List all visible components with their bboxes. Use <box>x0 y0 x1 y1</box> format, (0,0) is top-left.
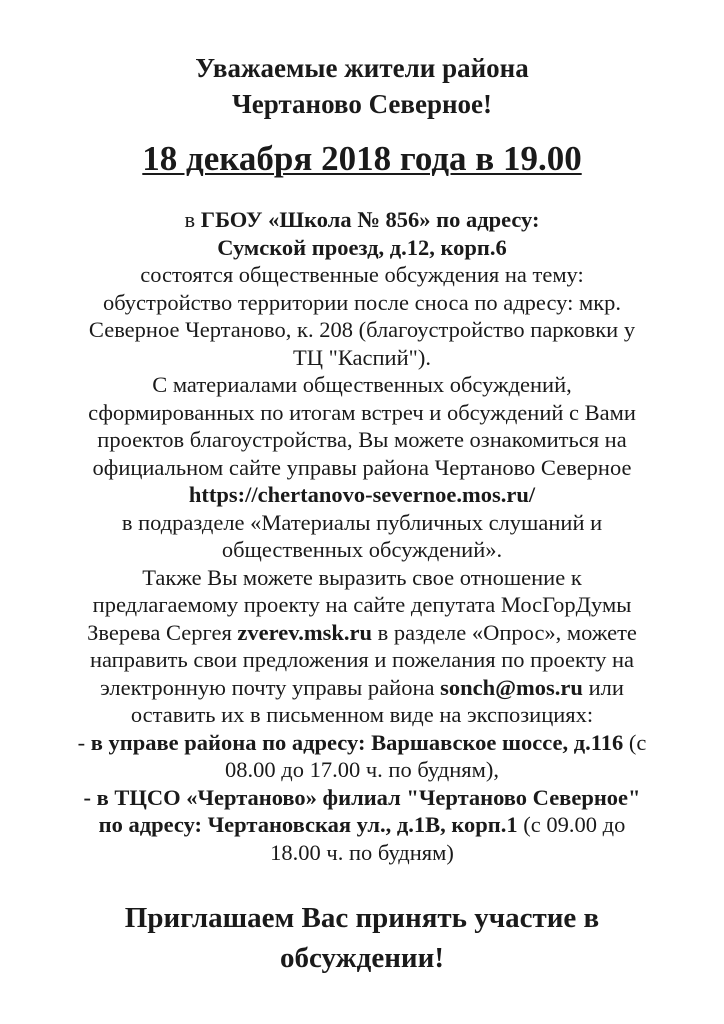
exposition-2-name: - в ТЦСО «Чертаново» филиал "Чертаново Северное" <box>83 784 641 810</box>
body-line <box>10 674 714 702</box>
title-line-1: Уважаемые жители района <box>195 53 529 83</box>
body-line: состоятся общественные обсуждения на тему: <box>140 262 584 287</box>
body-line: обустройство территории после сноса по адресу: мкр. <box>102 289 622 315</box>
body-line <box>10 619 714 647</box>
body-line: ТЦ "Каспий"). <box>293 344 431 370</box>
exposition-2-address: по адресу: Чертановская ул., д.1В, корп.1 <box>98 812 518 837</box>
body-text: в разделе «Опрос», можете <box>371 619 637 645</box>
website-url: https://chertanovo-severnoe.mos.ru/ <box>188 482 536 507</box>
body-text: - <box>77 729 91 755</box>
venue-name: ГБОУ «Школа № 856» по адресу: <box>200 207 540 232</box>
venue-address: Сумской проезд, д.12, корп.6 <box>217 234 507 260</box>
body-line <box>10 729 714 757</box>
body-line: 18.00 ч. по будням) <box>270 839 454 865</box>
contact-email: sonch@mos.ru <box>440 674 583 700</box>
body-text: или <box>582 674 624 700</box>
body-line: предлагаемому проекту на сайте депутата МосГорДумы <box>92 592 632 617</box>
body-line: 08.00 до 17.00 ч. по будням), <box>225 757 499 782</box>
body-text: (с <box>623 729 647 755</box>
body-line: Также Вы можете выразить свое отношение к <box>142 564 582 590</box>
exposition-1-address: в управе района по адресу: Варшавское шоссе, д.116 <box>90 729 624 755</box>
notice-title <box>0 50 724 122</box>
body-line: Северное Чертаново, к. 208 (благоустройство парковки у <box>88 317 636 342</box>
event-date <box>0 138 724 180</box>
body-text: в <box>184 207 201 232</box>
closing-invitation <box>0 898 724 978</box>
closing-line-2: обсуждении! <box>280 942 444 974</box>
closing-line-1: Приглашаем Вас принять участие в <box>124 902 600 934</box>
notice-body <box>10 206 714 866</box>
body-line: направить свои предложения и пожелания по проекту на <box>89 647 635 672</box>
body-line <box>10 234 714 262</box>
event-date-text: 18 декабря 2018 года в 19.00 <box>142 139 582 178</box>
body-text: электронную почту управы района <box>100 674 441 700</box>
title-line-2: Чертаново Северное! <box>231 89 492 119</box>
body-line: общественных обсуждений». <box>221 537 503 562</box>
body-line <box>10 481 714 509</box>
body-line: сформированных по итогам встреч и обсуждений с Вами <box>88 399 636 425</box>
deputy-site: zverev.msk.ru <box>237 619 372 645</box>
body-line: проектов благоустройства, Вы можете ознакомиться на <box>97 427 627 452</box>
body-line <box>10 206 714 234</box>
body-text: (с 09.00 до <box>517 812 626 837</box>
body-line <box>10 811 714 839</box>
body-line <box>10 784 714 812</box>
body-line: оставить их в письменном виде на экспозициях: <box>130 702 594 727</box>
body-line: в подразделе «Материалы публичных слушаний и <box>121 509 603 535</box>
body-line: С материалами общественных обсуждений, <box>152 372 572 397</box>
body-text: Зверева Сергея <box>87 619 238 645</box>
body-line: официальном сайте управы района Чертаново Северное <box>92 454 632 480</box>
